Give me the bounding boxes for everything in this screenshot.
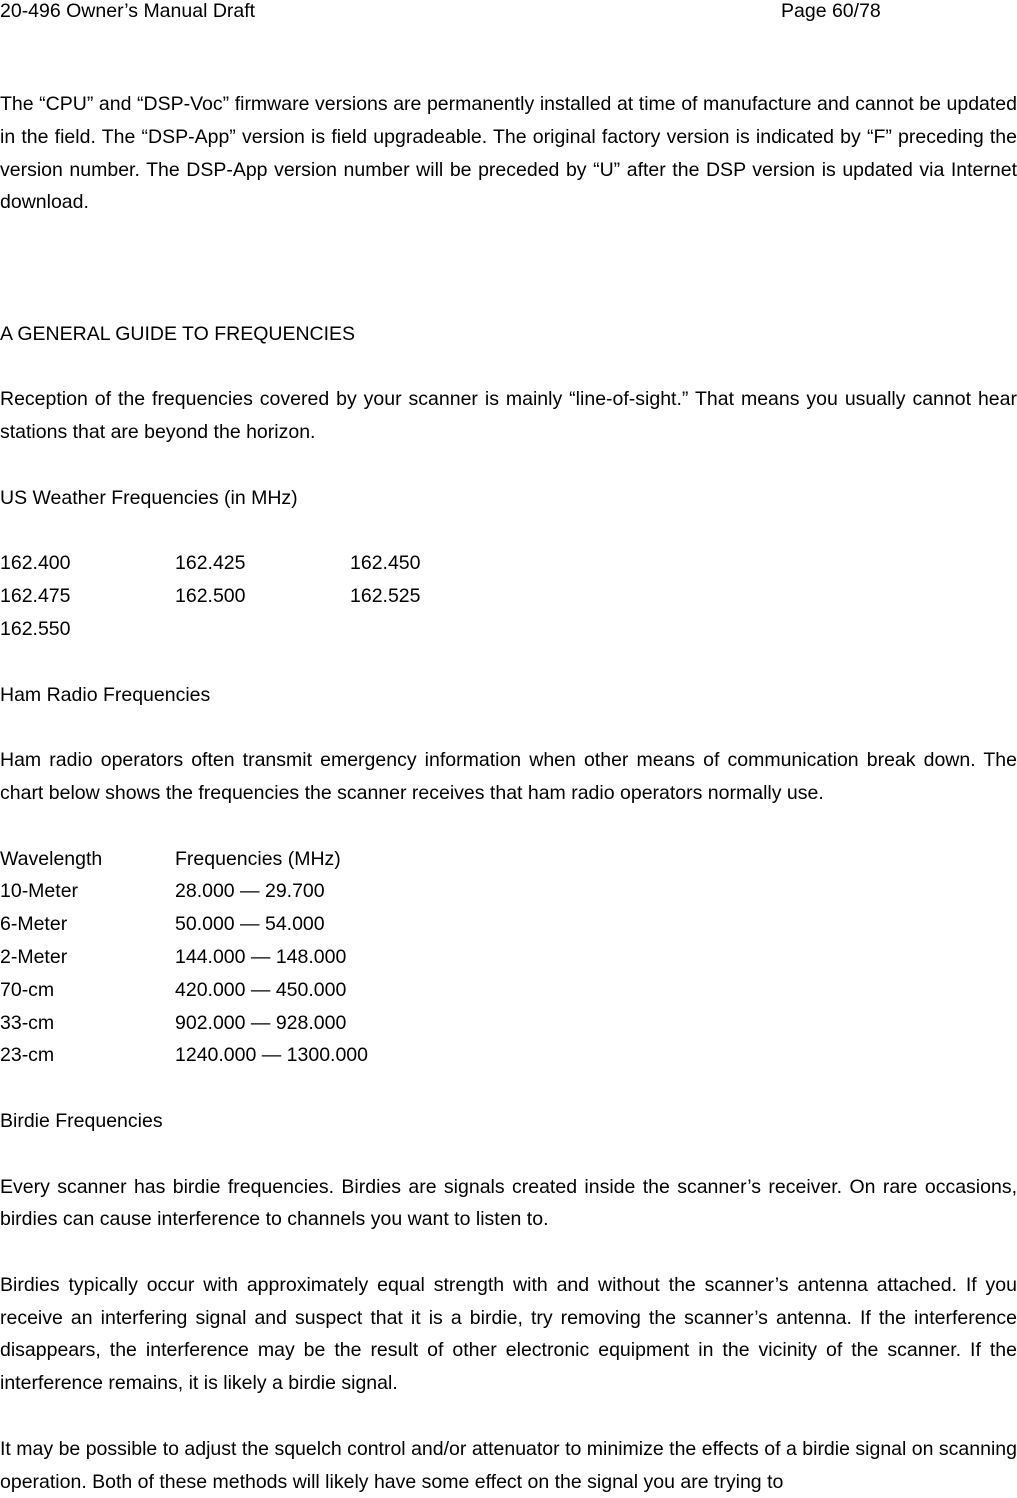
weather-heading: US Weather Frequencies (in MHz) [0,486,298,509]
table-row [0,1039,700,1072]
table-cell: 162.425 [175,552,246,575]
ham-heading: Ham Radio Frequencies [0,683,211,706]
table-cell: 162.475 [0,585,71,608]
table-cell: 162.550 [0,617,71,640]
page-number: Page 60/78 [781,0,881,22]
table-cell: 162.525 [350,585,421,608]
column-header-wavelength: Wavelength [0,847,103,870]
table-cell [175,613,350,646]
table-cell: 420.000 — 450.000 [175,978,347,1001]
page-body [0,88,1017,1498]
table-cell: 162.400 [0,552,71,575]
column-header-frequencies: Frequencies (MHz) [175,847,341,870]
table-row [0,875,700,908]
table-cell: 162.500 [175,585,246,608]
birdie-heading: Birdie Frequencies [0,1109,163,1132]
table-cell: 28.000 — 29.700 [175,880,325,903]
table-cell: 23-cm [0,1044,55,1067]
reception-paragraph: Reception of the frequencies covered by your scanner is mainly “line-of-sight.” That means you usually cannot hear stations that are beyond the horizon. [0,388,1017,444]
table-row [0,613,700,646]
birdie-paragraph-2: Birdies typically occur with approximately equal strength with and without the scanner’s antenna attached. If you receive an interfering signal and suspect that it is a birdie, try removing the scanner’s antenna. If the interference disappears, the interference may be the result of other electronic equipment in the vicinity of the scanner. If the interference remains, it is likely a birdie signal. [0,1273,1017,1395]
firmware-paragraph: The “CPU” and “DSP-Voc” firmware versions are permanently installed at time of manufacture and cannot be updated in the field. The “DSP-App” version is field upgradeable. The original factory version is indicated by “F” preceding the version number. The DSP-App version number will be preceded by “U” after the DSP version is updated via Internet download. [0,93,1017,214]
table-cell: 162.450 [350,552,421,575]
page-header [0,0,1017,26]
table-cell [350,613,525,646]
ham-frequency-table [0,843,700,1073]
weather-frequency-table [0,547,700,645]
table-row [0,580,700,613]
section-title: A GENERAL GUIDE TO FREQUENCIES [0,322,356,345]
ham-paragraph: Ham radio operators often transmit emergency information when other means of communication break down. The chart below shows the frequencies the scanner receives that ham radio operators normally use. [0,749,1017,804]
birdie-paragraph-1: Every scanner has birdie frequencies. Birdies are signals created inside the scanner’s receiver. On rare occasions, birdies can cause interference to channels you want to listen to. [0,1175,1017,1231]
document-title: 20-496 Owner’s Manual Draft [0,0,256,22]
table-header-row [0,843,700,876]
table-cell: 70-cm [0,978,55,1001]
table-row [0,908,700,941]
birdie-paragraph-3: It may be possible to adjust the squelch control and/or attenuator to minimize the effects of a birdie signal on scanning operation. Both of these methods will likely have some effect on the signal you are trying to [0,1437,1017,1493]
table-cell: 10-Meter [0,880,79,903]
table-row [0,941,700,974]
table-cell: 1240.000 — 1300.000 [175,1044,369,1067]
table-cell: 902.000 — 928.000 [175,1011,347,1034]
table-cell: 33-cm [0,1011,55,1034]
table-row [0,1007,700,1040]
table-cell: 6-Meter [0,913,68,936]
table-cell: 144.000 — 148.000 [175,945,347,968]
table-row [0,547,700,580]
table-cell: 50.000 — 54.000 [175,913,325,936]
table-row [0,974,700,1007]
table-cell: 2-Meter [0,945,68,968]
